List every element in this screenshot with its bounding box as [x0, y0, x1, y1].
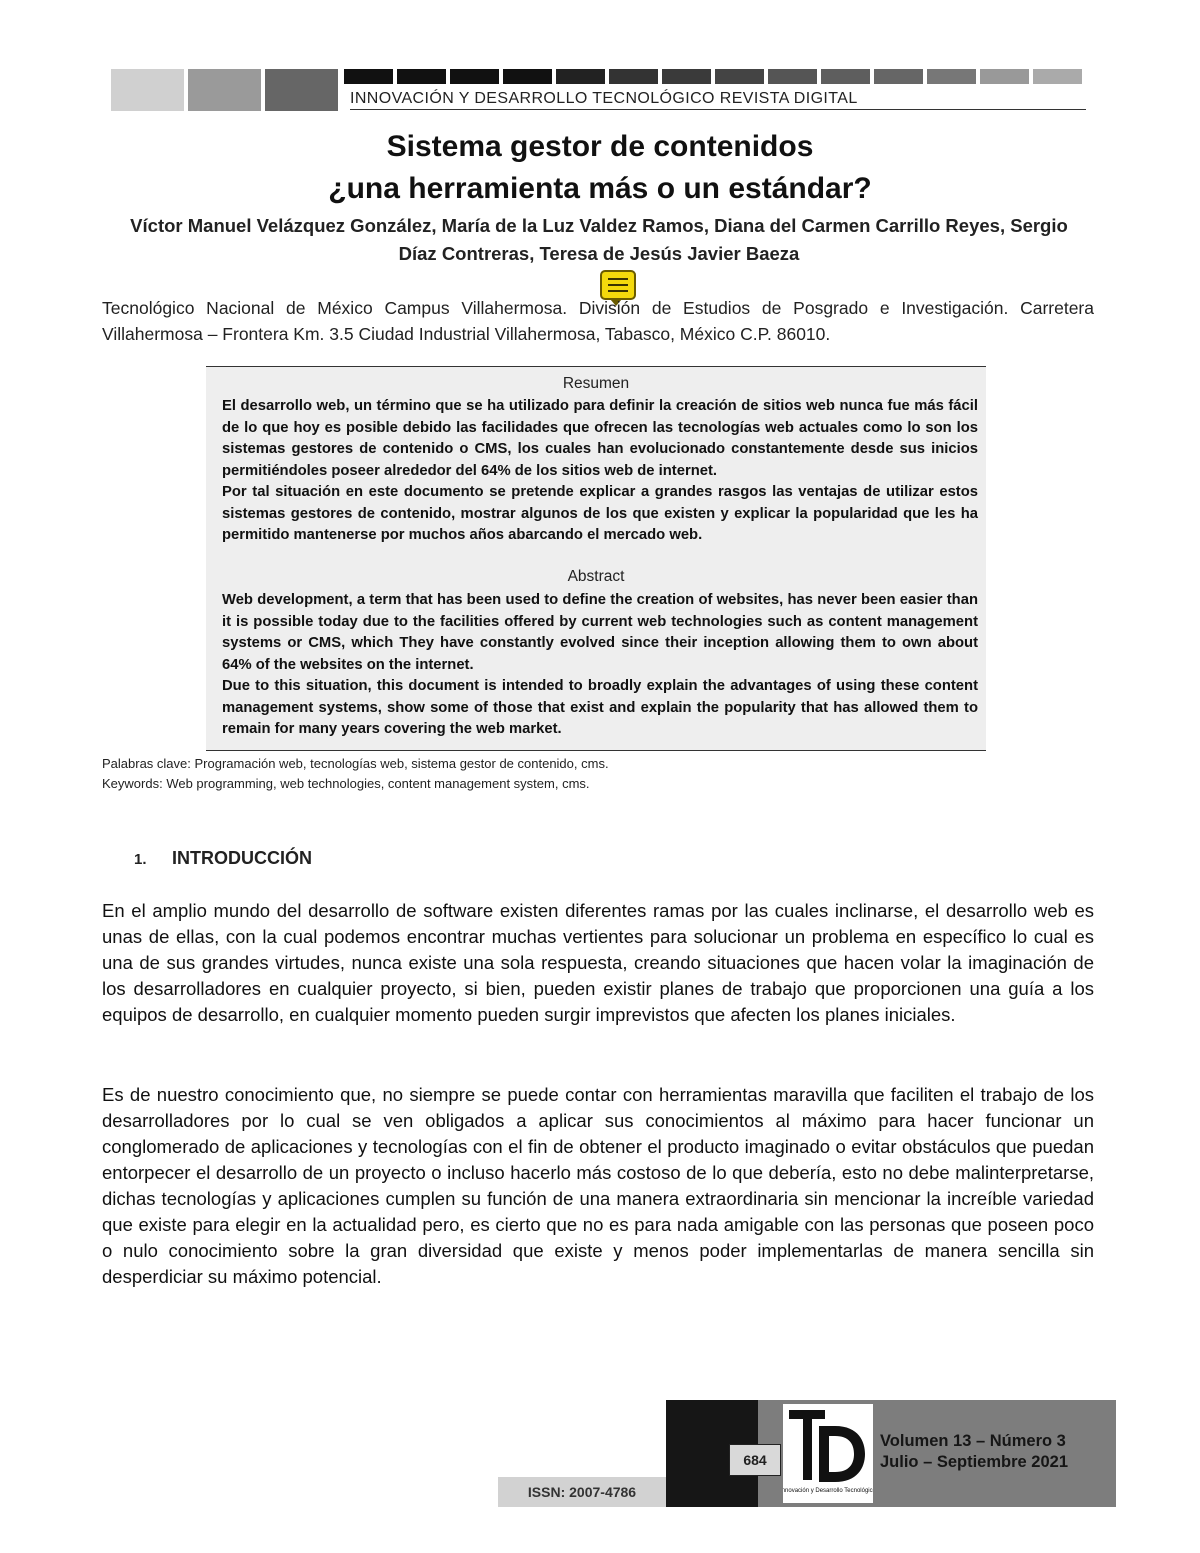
header-strip	[662, 69, 711, 84]
journal-logo	[783, 1404, 873, 1503]
header-block	[265, 69, 338, 111]
keywords-en	[102, 776, 590, 791]
header-block	[111, 69, 184, 111]
authors-line2: Díaz Contreras, Teresa de Jesús Javier Baeza	[398, 243, 800, 264]
resumen-paragraph: El desarrollo web, un término que se ha utilizado para definir la creación de sitios web nunca fue más fácil de lo que hoy es posible debido las facilidades que ofrecen las tecnologías web actuales como lo son los sistemas gestores de contenido o CMS, los cuales han evolucionado constantemente desde sus inicios permitiéndoles poseer alrededor del 64% de los sitios web de internet.	[222, 398, 978, 479]
article-title-line1: Sistema gestor de contenidos	[386, 130, 814, 163]
abstract-paragraph: Due to this situation, this document is intended to broadly explain the advantages of using these content management systems, show some of those that exist and explain the popularity that has allowed them to remain for many years covering the web market.	[222, 678, 978, 737]
resumen-paragraph: Por tal situación en este documento se pretende explicar a grandes rasgos las ventajas de utilizar estos sistemas gestores de contenido, mostrar algunos de los que existen y explicar la popularidad que les ha permitido mantenerse por muchos años abarcando el mercado web.	[222, 484, 978, 543]
header-strip	[980, 69, 1029, 84]
keywords-es	[102, 756, 609, 771]
section-number: 1.	[134, 851, 147, 868]
section-title: INTRODUCCIÓN	[172, 848, 312, 868]
intro-paragraph-1: En el amplio mundo del desarrollo de software existen diferentes ramas por las cuales inclinarse, el desarrollo web es unas de ellas, con la cual podemos encontrar muchas vertientes para solucionar un problema en específico lo cual es una de sus grandes virtudes, nunca existe una sola respuesta, creando situaciones que hacen volar la imaginación de los desarrolladores en cualquier proyecto, si bien, pueden existir planes de trabajo que proporcionen una guía a los equipos de desarrollo, en cualquier momento pueden surgir imprevistos que afecten los planes iniciales.	[102, 900, 1094, 1025]
abstract-box	[206, 366, 986, 751]
authors-line1: Víctor Manuel Velázquez González, María de la Luz Valdez Ramos, Diana del Carmen Carrillo Reyes, Sergio	[130, 215, 1068, 236]
itd-logo-icon	[783, 1404, 873, 1503]
header-strip	[609, 69, 658, 84]
abstract-heading: Abstract	[567, 568, 625, 585]
journal-title: INNOVACIÓN Y DESARROLLO TECNOLÓGICO REVISTA DIGITAL	[350, 90, 1086, 110]
header-strip	[768, 69, 817, 84]
header-strip	[821, 69, 870, 84]
logo-caption: Innovación y Desarrollo Tecnológico	[783, 1488, 873, 1494]
volume-info	[880, 1431, 1068, 1473]
keywords-en-label: Keywords:	[102, 776, 163, 791]
header-strip	[874, 69, 923, 84]
keywords-es-text: Programación web, tecnologías web, sistema gestor de contenido, cms.	[194, 756, 609, 771]
resumen-text	[222, 396, 978, 547]
header-strip	[503, 69, 552, 84]
keywords-en-text: Web programming, web technologies, content management system, cms.	[166, 776, 590, 791]
header-strip	[397, 69, 446, 84]
keywords-es-label: Palabras clave:	[102, 756, 191, 771]
header-strip	[1033, 69, 1082, 84]
header-strip	[715, 69, 764, 84]
intro-paragraph-2: Es de nuestro conocimiento que, no siempre se puede contar con herramientas maravilla que faciliten el trabajo de los desarrolladores por lo cual se ven obligados a aplicar sus conocimientos al máximo para hacer funcionar un conglomerado de aplicaciones y tecnologías con el fin de obtener el producto imaginado o evitar obstáculos que puedan entorpecer el desarrollo de un proyecto o incluso hacerlo más costoso de lo que debería, esto no debe malinterpretarse, dichas tecnologías y aplicaciones cumplen su función de una manera extraordinaria sin mencionar la increíble variedad que existe para elegir en la actualidad pero, es cierto que no es para nada amigable con las personas que poseen poco o nulo conocimiento sobre la gran diversidad que existe y menos poder implementarlas de manera sencilla sin desperdiciar su máximo potencial.	[102, 1084, 1094, 1287]
header-block	[188, 69, 261, 111]
page-number: 684	[729, 1444, 781, 1476]
header-strip	[556, 69, 605, 84]
abstract-text	[222, 590, 978, 741]
article-title-line2: ¿una herramienta más o un estándar?	[328, 172, 872, 205]
section-heading	[134, 848, 312, 869]
issn-text: ISSN: 2007-4786	[527, 1484, 637, 1500]
header-strip	[927, 69, 976, 84]
resumen-heading: Resumen	[562, 375, 630, 392]
header-strip	[450, 69, 499, 84]
abstract-paragraph: Web development, a term that has been used to define the creation of websites, has never been easier than it is possible today due to the facilities offered by current web technologies such as content management systems or CMS, which They have constantly evolved since their inception allowing them to own about 64% of the websites on the internet.	[222, 592, 978, 673]
volume-number: Volumen 13 – Número 3	[880, 1432, 1066, 1450]
affiliation: Tecnológico Nacional de México Campus Villahermosa. División de Estudios de Posgrado e Investigación. Carretera Villahermosa – Frontera Km. 3.5 Ciudad Industrial Villahermosa, Tabasco, México C.P. 86010.	[102, 298, 1094, 344]
header-strip	[344, 69, 393, 84]
issue-period: Julio – Septiembre 2021	[880, 1453, 1069, 1471]
